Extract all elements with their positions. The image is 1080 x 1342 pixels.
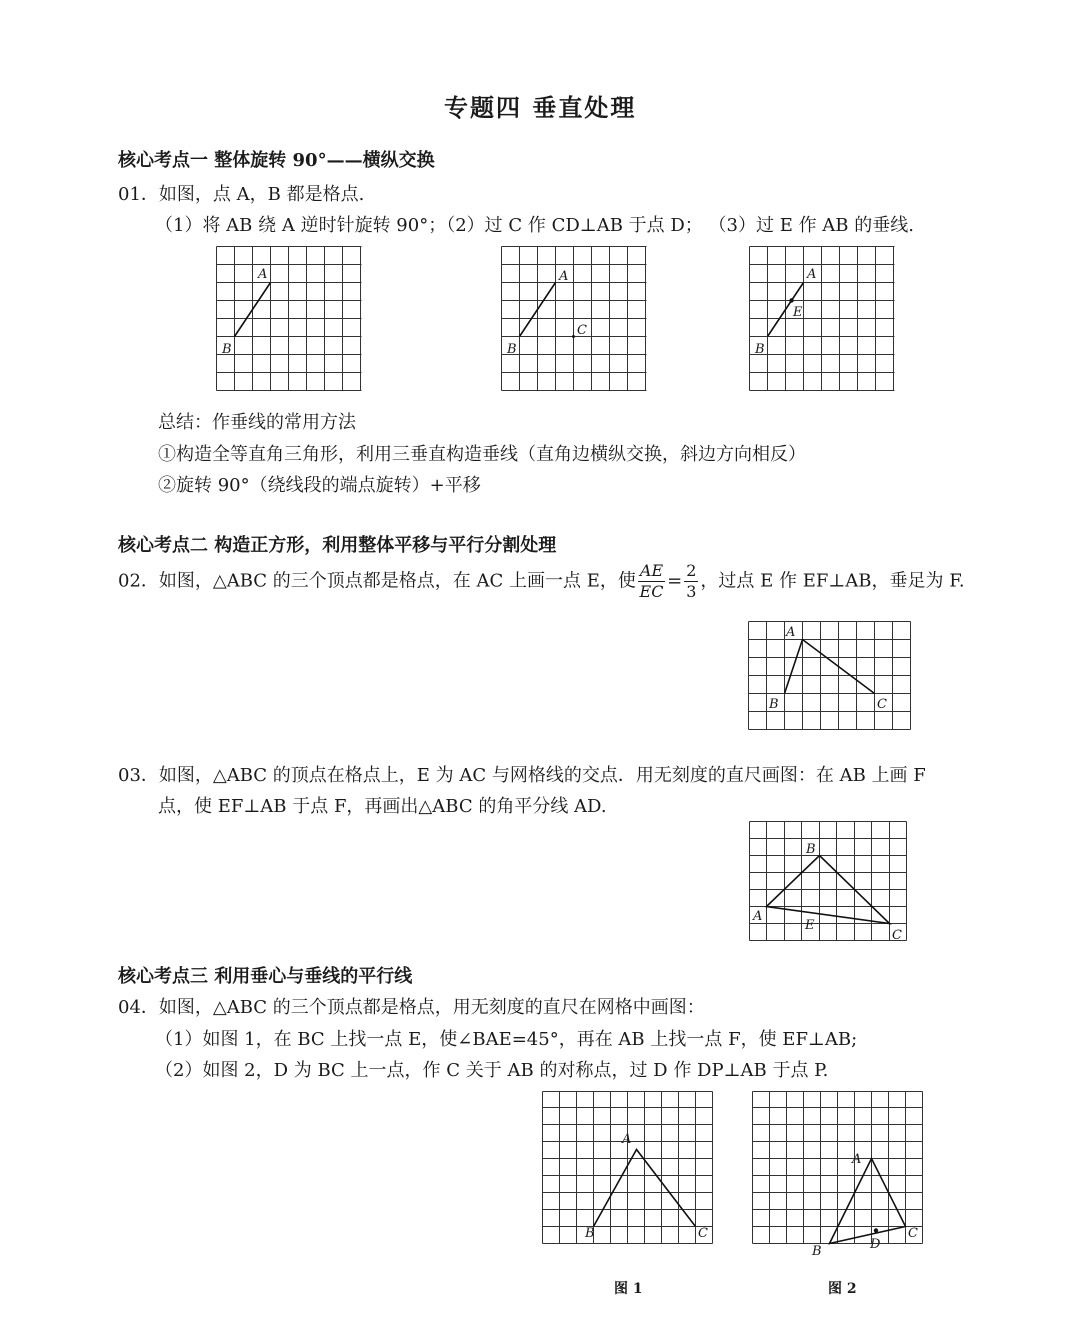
q02-fraction-ae-ec	[638, 561, 665, 602]
triangle-abc	[830, 1159, 906, 1244]
label-b: B	[812, 1244, 822, 1259]
q02-fraction-two-thirds	[684, 561, 698, 602]
section-heading-3: 核心考点三 利用垂心与垂线的平行线	[118, 966, 413, 987]
triangle-abc	[785, 640, 875, 694]
label-a: A	[807, 267, 817, 282]
label-e: E	[793, 305, 803, 320]
q01-figure-1	[216, 246, 366, 396]
label-a: A	[258, 267, 268, 282]
point-c	[572, 335, 575, 338]
q03-figure	[749, 821, 909, 946]
label-b: B	[806, 842, 816, 857]
label-a: A	[852, 1152, 862, 1167]
section-heading-1: 核心考点一 整体旋转 90°——横纵交换	[118, 150, 435, 171]
label-a: A	[559, 269, 569, 284]
section-heading-2: 核心考点二 构造正方形，利用整体平移与平行分割处理	[118, 535, 557, 556]
figure-2-caption: 图 2	[828, 1281, 857, 1297]
fraction-denominator: 3	[686, 582, 697, 601]
q01-line1: 01．如图，点 A，B 都是格点.	[118, 184, 365, 205]
grid-lines	[753, 1092, 923, 1244]
label-c: C	[908, 1226, 918, 1241]
q04-line1: 04．如图，△ABC 的三个顶点都是格点，用无刻度的直尺在网格中画图：	[118, 997, 705, 1018]
label-c: C	[877, 697, 887, 712]
q01-figure-2	[501, 246, 651, 396]
label-c: C	[698, 1226, 708, 1241]
fraction-numerator: AE	[639, 561, 664, 580]
q01-line2: （1）将 AB 绕 A 逆时针旋转 90°；（2）过 C 作 CD⊥AB 于点 D； （3）过 E 作 AB 的垂线.	[155, 215, 914, 236]
grid-lines	[749, 622, 911, 730]
summary-heading: 总结：作垂线的常用方法	[158, 412, 356, 433]
page-title: 专题四 垂直处理	[444, 93, 637, 122]
q02-text-pre: 02．如图，△ABC 的三个顶点都是格点，在 AC 上画一点 E，使	[118, 570, 636, 592]
grid-lines	[217, 247, 362, 391]
label-b: B	[222, 342, 232, 357]
grid-lines	[750, 247, 895, 391]
q04-figure-2	[752, 1091, 927, 1259]
label-a: A	[622, 1132, 632, 1147]
grid-lines	[543, 1092, 713, 1244]
label-b: B	[755, 342, 765, 357]
point-d	[874, 1228, 878, 1232]
label-c: C	[892, 928, 902, 943]
label-c: C	[577, 323, 587, 338]
q04-line3: （2）如图 2，D 为 BC 上一点，作 C 关于 AB 的对称点，过 D 作 DP⊥AB 于点 P.	[155, 1060, 829, 1081]
q01-figure-3	[749, 246, 899, 396]
q04-figure-1	[542, 1091, 717, 1256]
label-b: B	[769, 697, 779, 712]
label-b: B	[585, 1226, 595, 1241]
summary-item-2: ②旋转 90°（绕线段的端点旋转）+平移	[158, 475, 481, 496]
q02-figure	[748, 621, 913, 731]
q02-line	[118, 561, 965, 602]
q03-line1: 03．如图，△ABC 的顶点在格点上，E 为 AC 与网格线的交点．用无刻度的直尺画图：在 AB 上画 F	[118, 765, 926, 786]
q03-line2: 点，使 EF⊥AB 于点 F，再画出△ABC 的角平分线 AD.	[158, 796, 607, 817]
label-a: A	[753, 909, 763, 924]
label-e: E	[805, 918, 815, 933]
label-b: B	[507, 342, 517, 357]
summary-item-1: ①构造全等直角三角形，利用三垂直构造垂线（直角边横纵交换，斜边方向相反）	[158, 444, 806, 465]
fraction-numerator: 2	[686, 561, 697, 580]
fraction-denominator: EC	[639, 582, 664, 601]
q04-line2: （1）如图 1，在 BC 上找一点 E，使∠BAE=45°，再在 AB 上找一点 F，使 EF⊥AB;	[155, 1029, 858, 1050]
label-d: D	[870, 1237, 881, 1252]
q02-text-post: ，过点 E 作 EF⊥AB，垂足为 F.	[700, 570, 965, 592]
q02-equals: =	[667, 570, 683, 592]
point-e	[789, 298, 793, 302]
figure-1-caption: 图 1	[614, 1281, 643, 1297]
grid-lines	[502, 247, 647, 391]
label-a: A	[786, 625, 796, 640]
